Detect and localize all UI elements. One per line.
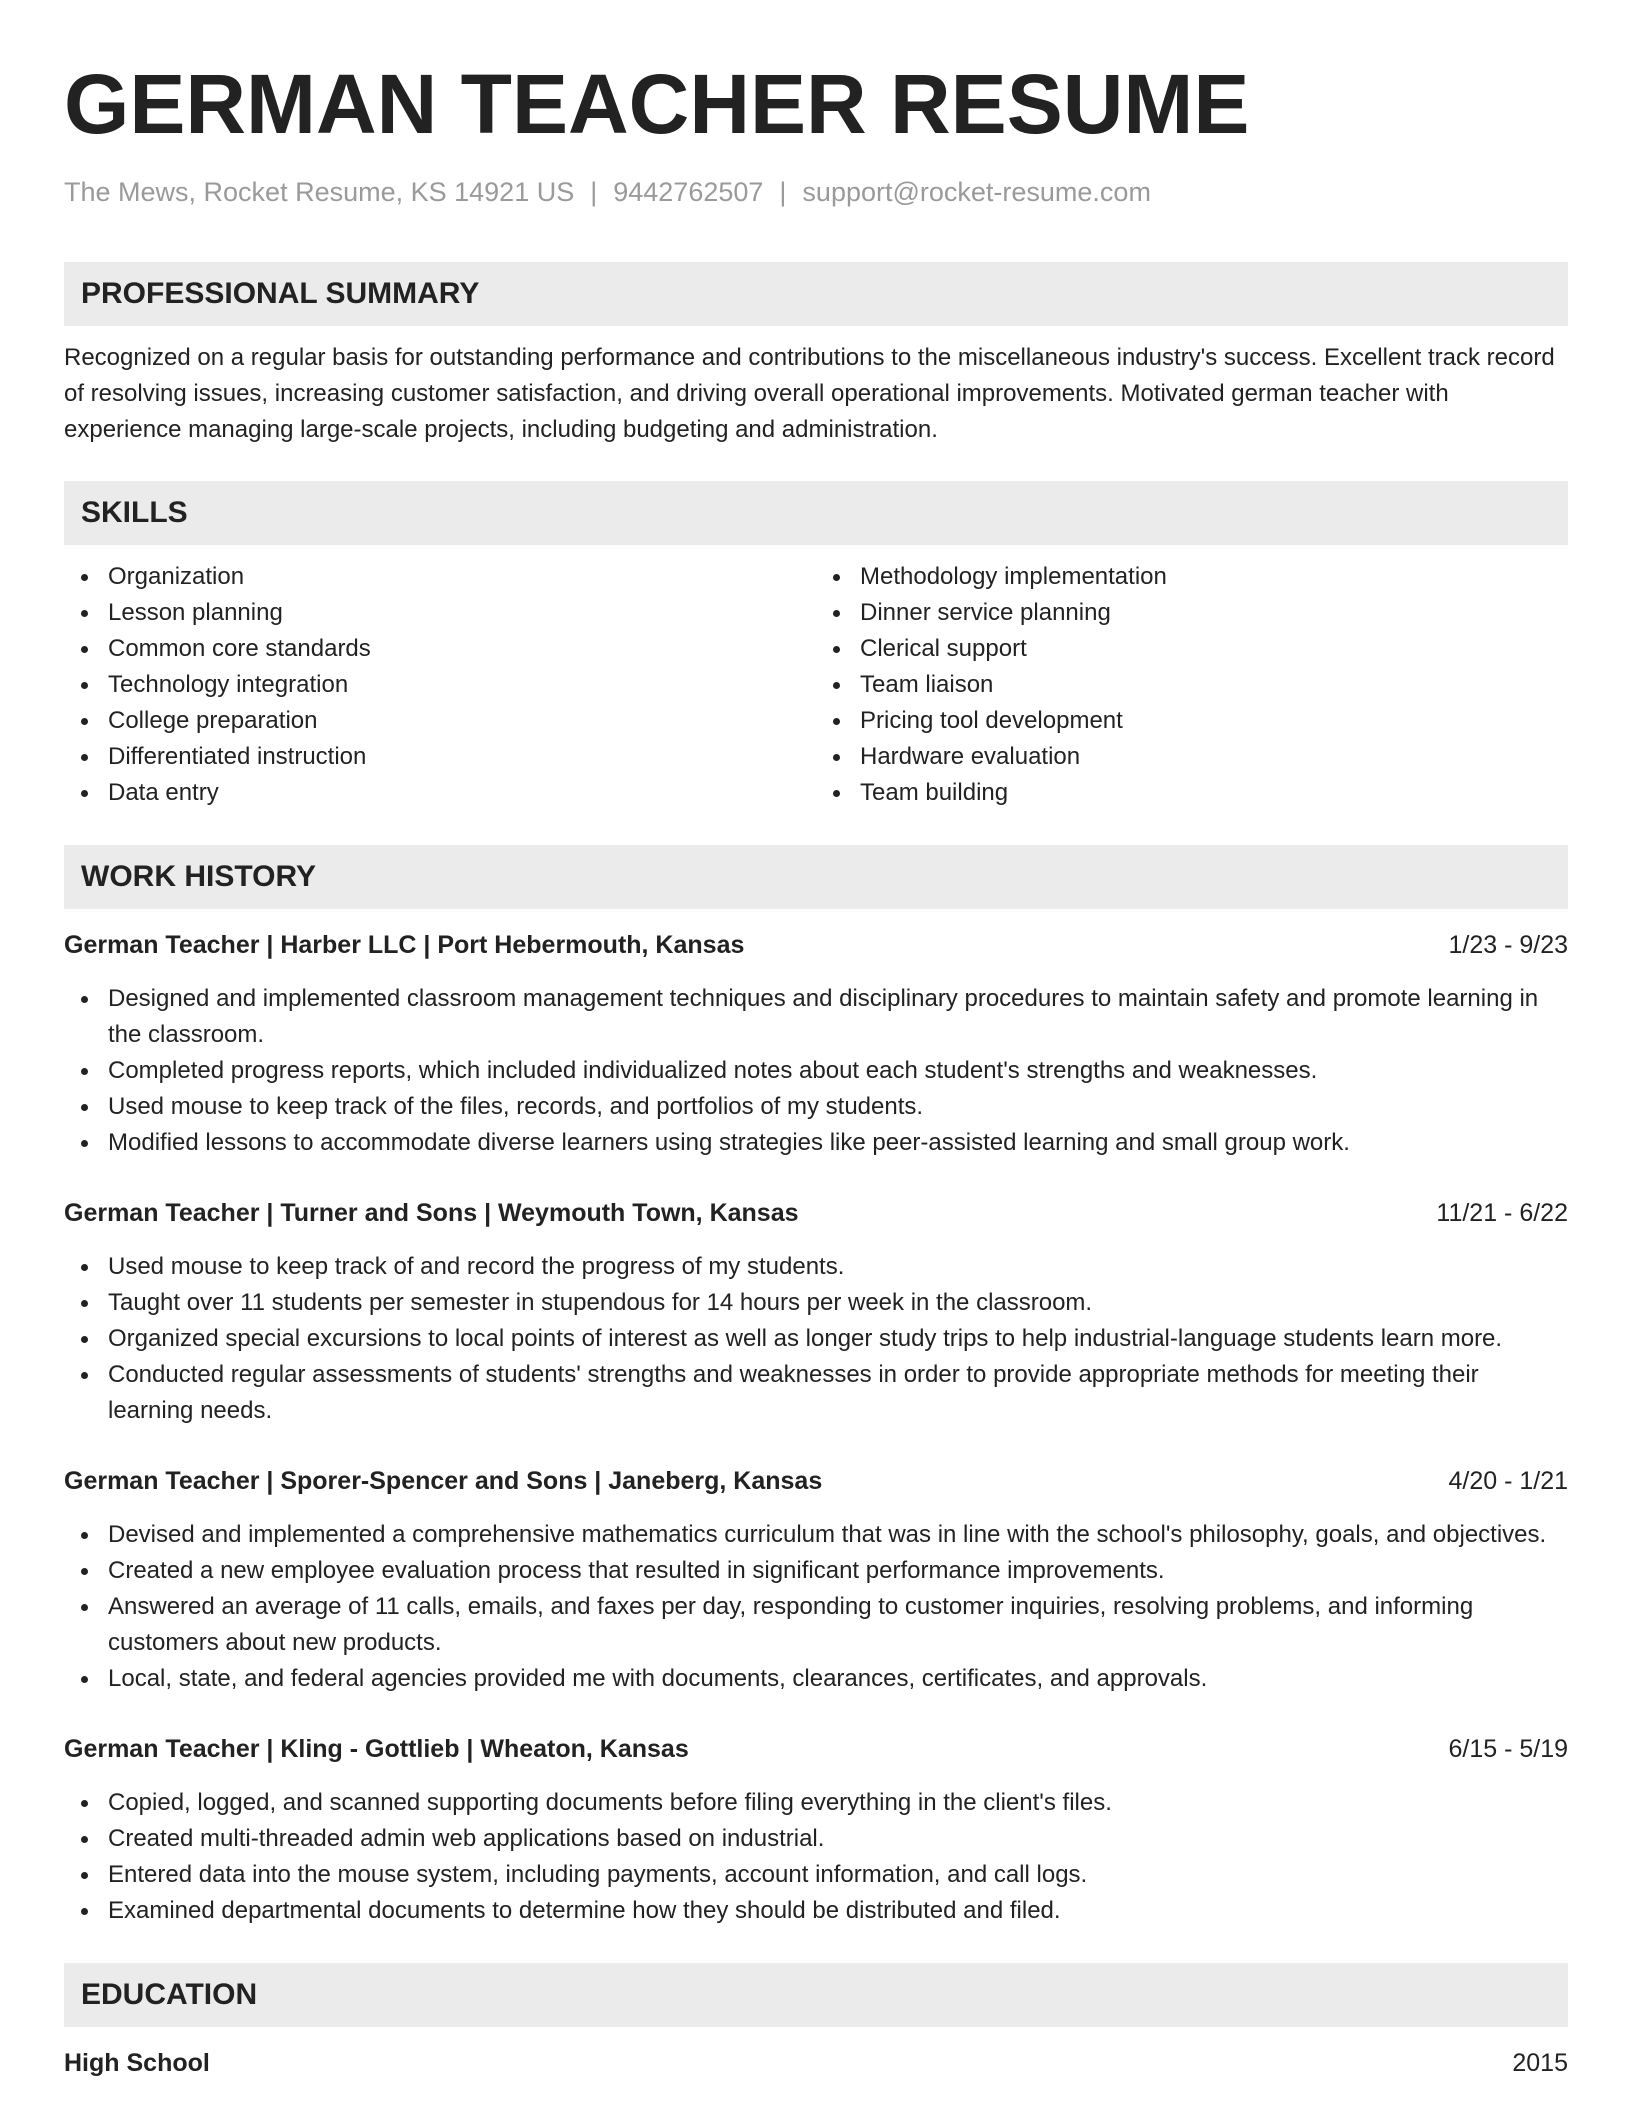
skill-item: Lesson planning bbox=[64, 595, 816, 631]
skill-item: Pricing tool development bbox=[816, 703, 1568, 739]
summary-text: Recognized on a regular basis for outstanding performance and contributions to the miscellaneous industry's success. Excellent track record of resolving issues, increasing customer satisfaction, and driving overall operational improvements. Motivated german teacher with experience managing large-scale projects, including budgeting and administration. bbox=[64, 344, 1555, 443]
skill-item: Data entry bbox=[64, 775, 816, 811]
skills-column-right bbox=[816, 559, 1568, 811]
job-bullet: Examined departmental documents to determine how they should be distributed and filed. bbox=[64, 1893, 1568, 1929]
job-bullets bbox=[64, 981, 1568, 1161]
skill-item: Hardware evaluation bbox=[816, 739, 1568, 775]
contact-phone: 9442762507 bbox=[613, 177, 764, 207]
job-bullet: Completed progress reports, which included individualized notes about each student's strengths and weaknesses. bbox=[64, 1053, 1568, 1089]
job-entry bbox=[64, 1463, 1568, 1697]
contact-separator: | bbox=[779, 177, 787, 207]
skill-item: Team building bbox=[816, 775, 1568, 811]
skills-column-left bbox=[64, 559, 816, 811]
job-entry bbox=[64, 927, 1568, 1161]
job-bullet: Conducted regular assessments of students' strengths and weaknesses in order to provide appropriate methods for meeting their learning needs. bbox=[64, 1357, 1568, 1429]
job-dates: 1/23 - 9/23 bbox=[1448, 931, 1568, 959]
skill-item: Common core standards bbox=[64, 631, 816, 667]
job-bullets bbox=[64, 1249, 1568, 1429]
job-title: German Teacher | Sporer-Spencer and Sons | Janeberg, Kansas bbox=[64, 1467, 823, 1495]
contact-email: support@rocket-resume.com bbox=[802, 177, 1151, 207]
job-bullet: Organized special excursions to local points of interest as well as longer study trips to help industrial-language students learn more. bbox=[64, 1321, 1568, 1357]
job-bullet: Local, state, and federal agencies provided me with documents, clearances, certificates, and approvals. bbox=[64, 1661, 1568, 1697]
education-degree: High School bbox=[64, 2049, 210, 2077]
skill-item: Team liaison bbox=[816, 667, 1568, 703]
job-bullet: Taught over 11 students per semester in stupendous for 14 hours per week in the classroom. bbox=[64, 1285, 1568, 1321]
resume-title: GERMAN TEACHER RESUME bbox=[64, 57, 1250, 151]
skill-item: Methodology implementation bbox=[816, 559, 1568, 595]
skill-item: Clerical support bbox=[816, 631, 1568, 667]
job-title: German Teacher | Kling - Gottlieb | Wheaton, Kansas bbox=[64, 1735, 689, 1763]
skill-item: College preparation bbox=[64, 703, 816, 739]
skill-item: Dinner service planning bbox=[816, 595, 1568, 631]
contact-separator: | bbox=[590, 177, 598, 207]
contact-address: The Mews, Rocket Resume, KS 14921 US bbox=[64, 177, 575, 207]
job-entry bbox=[64, 1195, 1568, 1429]
job-bullet: Entered data into the mouse system, including payments, account information, and call logs. bbox=[64, 1857, 1568, 1893]
job-bullets bbox=[64, 1517, 1568, 1697]
education-year: 2015 bbox=[1512, 2049, 1568, 2077]
skill-item: Organization bbox=[64, 559, 816, 595]
job-dates: 4/20 - 1/21 bbox=[1448, 1467, 1568, 1495]
skills-list bbox=[64, 559, 1568, 811]
job-header bbox=[64, 1463, 1568, 1499]
section-header-work-history: WORK HISTORY bbox=[64, 845, 1568, 909]
job-bullet: Modified lessons to accommodate diverse learners using strategies like peer-assisted learning and small group work. bbox=[64, 1125, 1568, 1161]
education-entry bbox=[64, 2045, 1568, 2081]
job-header bbox=[64, 927, 1568, 963]
job-header bbox=[64, 1195, 1568, 1231]
job-bullet: Copied, logged, and scanned supporting documents before filing everything in the client's files. bbox=[64, 1785, 1568, 1821]
section-header-summary: PROFESSIONAL SUMMARY bbox=[64, 262, 1568, 326]
job-bullet: Used mouse to keep track of the files, records, and portfolios of my students. bbox=[64, 1089, 1568, 1125]
job-header bbox=[64, 1731, 1568, 1767]
section-header-skills: SKILLS bbox=[64, 481, 1568, 545]
job-bullet: Answered an average of 11 calls, emails, and faxes per day, responding to customer inquiries, resolving problems, and informing customers about new products. bbox=[64, 1589, 1568, 1661]
job-title: German Teacher | Harber LLC | Port Hebermouth, Kansas bbox=[64, 931, 745, 959]
job-dates: 6/15 - 5/19 bbox=[1448, 1735, 1568, 1763]
job-bullet: Created a new employee evaluation process that resulted in significant performance improvements. bbox=[64, 1553, 1568, 1589]
skill-item: Technology integration bbox=[64, 667, 816, 703]
job-dates: 11/21 - 6/22 bbox=[1436, 1199, 1568, 1227]
skill-item: Differentiated instruction bbox=[64, 739, 816, 775]
job-bullet: Designed and implemented classroom management techniques and disciplinary procedures to maintain safety and promote learning in the classroom. bbox=[64, 981, 1568, 1053]
section-header-education: EDUCATION bbox=[64, 1963, 1568, 2027]
job-bullet: Created multi-threaded admin web applications based on industrial. bbox=[64, 1821, 1568, 1857]
job-bullet: Used mouse to keep track of and record the progress of my students. bbox=[64, 1249, 1568, 1285]
contact-line bbox=[64, 174, 1568, 210]
job-bullet: Devised and implemented a comprehensive mathematics curriculum that was in line with the school's philosophy, goals, and objectives. bbox=[64, 1517, 1568, 1553]
job-bullets bbox=[64, 1785, 1568, 1929]
job-entry bbox=[64, 1731, 1568, 1929]
job-title: German Teacher | Turner and Sons | Weymouth Town, Kansas bbox=[64, 1199, 799, 1227]
